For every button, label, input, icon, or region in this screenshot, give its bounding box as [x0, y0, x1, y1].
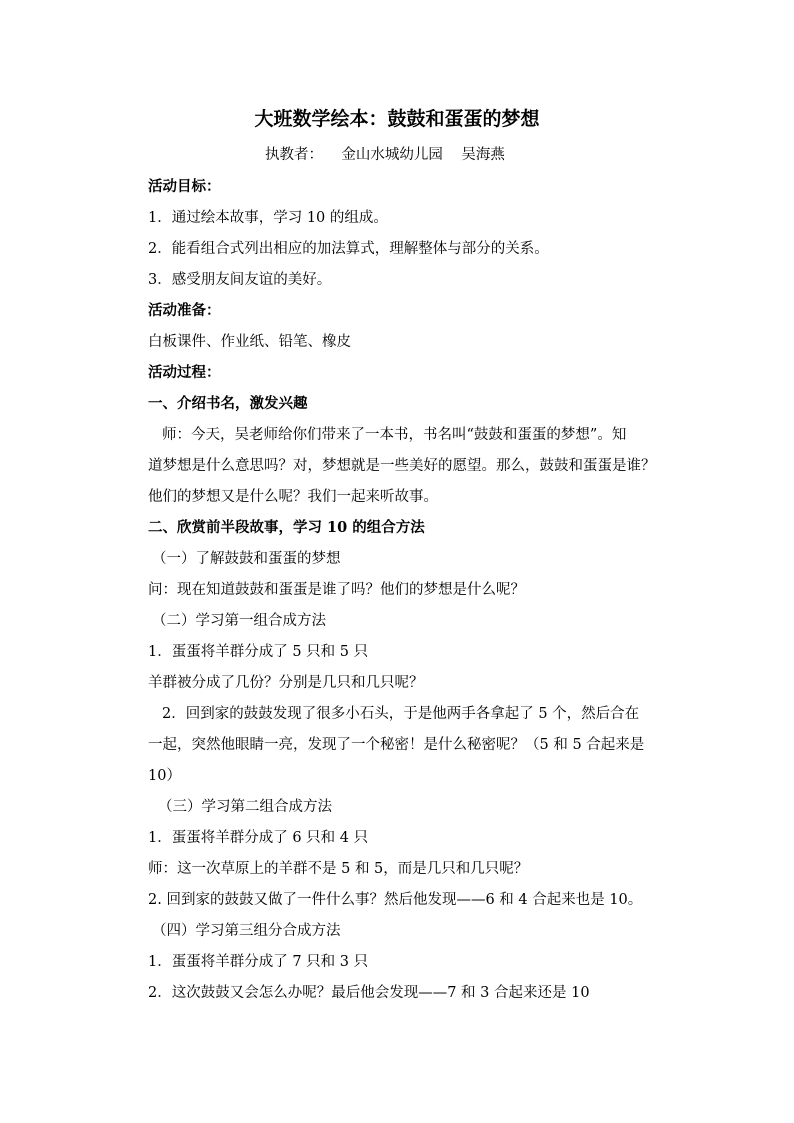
sub-heading-4: （四）学习第三组分合成方法 [152, 923, 341, 939]
preparation-materials: 白板课件、作业纸、铅笔、橡皮 [148, 334, 351, 350]
paragraph-line: 1．蛋蛋将羊群分成了 5 只和 5 只 [148, 644, 369, 660]
document-title: 大班数学绘本：鼓鼓和蛋蛋的梦想 [254, 108, 540, 130]
sub-heading-3: （三）学习第二组合成方法 [158, 799, 332, 815]
paragraph-line: 1．蛋蛋将羊群分成了 7 只和 3 只 [148, 954, 369, 970]
paragraph-line: 师：今天，吴老师给你们带来了一本书，书名叫“鼓鼓和蛋蛋的梦想”。知 [162, 427, 627, 443]
paragraph-line: 问：现在知道鼓鼓和蛋蛋是谁了吗？他们的梦想是什么呢？ [148, 582, 525, 598]
goal-item-2: 2．能看组合式列出相应的加法算式，理解整体与部分的关系。 [148, 241, 549, 257]
paragraph-line: 他们的梦想又是什么呢？我们一起来听故事。 [148, 489, 438, 505]
step-heading-2: 二、欣赏前半段故事，学习 10 的组合方法 [148, 519, 425, 536]
step-heading-1: 一、介绍书名，激发兴趣 [148, 395, 308, 412]
paragraph-line: 2. 回到家的鼓鼓又做了一件什么事？然后他发现——6 和 4 合起来也是 10。 [148, 892, 643, 908]
section-heading-goals: 活动目标： [148, 178, 221, 195]
paragraph-line: 10） [148, 768, 181, 784]
paragraph-line: 2．回到家的鼓鼓发现了很多小石头，于是他两手各拿起了 5 个，然后合在 [162, 706, 640, 722]
author-line: 执教者： 金山水城幼儿园 吴海燕 [265, 147, 505, 163]
section-heading-preparation: 活动准备： [148, 302, 221, 319]
paragraph-line: 2．这次鼓鼓又会怎么办呢？最后他会发现——7 和 3 合起来还是 10 [148, 985, 590, 1001]
section-heading-process: 活动过程： [148, 364, 221, 381]
sub-heading-2: （二）学习第一组合成方法 [152, 613, 326, 629]
goal-item-1: 1．通过绘本故事，学习 10 的组成。 [148, 210, 388, 226]
sub-heading-1: （一）了解鼓鼓和蛋蛋的梦想 [152, 551, 341, 567]
paragraph-line: 羊群被分成了几份？分别是几只和几只呢？ [148, 675, 424, 691]
goal-item-3: 3．感受朋友间友谊的美好。 [148, 272, 332, 288]
paragraph-line: 师：这一次草原上的羊群不是 5 和 5，而是几只和几只呢？ [148, 861, 529, 877]
paragraph-line: 1．蛋蛋将羊群分成了 6 只和 4 只 [148, 830, 369, 846]
paragraph-line: 道梦想是什么意思吗？对，梦想就是一些美好的愿望。那么，鼓鼓和蛋蛋是谁？ [148, 458, 656, 474]
paragraph-line: 一起，突然他眼睛一亮，发现了一个秘密！是什么秘密呢？（5 和 5 合起来是 [148, 737, 645, 753]
